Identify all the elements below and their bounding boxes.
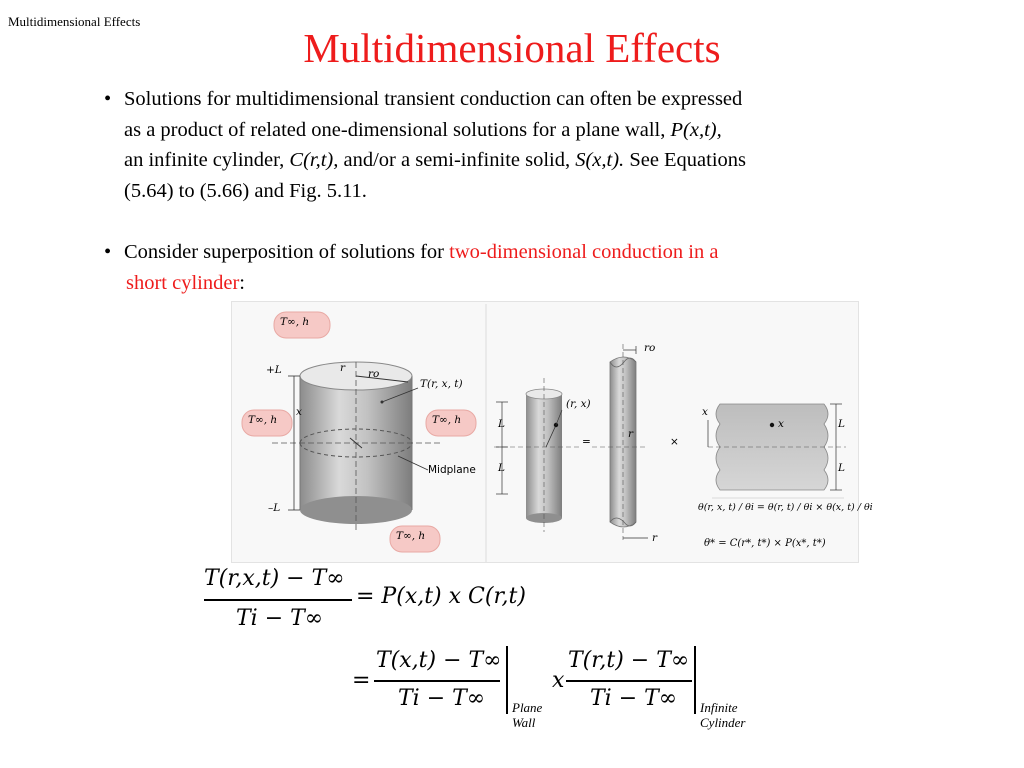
- r-label: r: [340, 362, 346, 374]
- L-label-2: L: [498, 462, 505, 474]
- eq1-rhs: = P(x,t) x C(r,t): [356, 584, 526, 609]
- theta-star-equation: θ* = C(r*, t*) × P(x*, t*): [704, 538, 826, 549]
- eq1-fraction-bar: [204, 599, 352, 601]
- corner-title: Multidimensional Effects: [8, 14, 141, 29]
- rx-label: (r, x): [566, 398, 591, 410]
- midplane-label: Midplane: [428, 464, 476, 476]
- bullet-marker: •: [104, 88, 112, 110]
- bubble-label-top: T∞, h: [280, 316, 310, 328]
- short-cylinder: [272, 362, 442, 532]
- ro-label-2: ro: [644, 342, 656, 354]
- theta-ratio-equation: θ(r, x, t) / θi = θ(r, t) / θi × θ(x, t) / θi: [698, 502, 873, 513]
- eq1-numerator: T(r,x,t) − T∞: [204, 566, 345, 591]
- x-label-3: x: [778, 418, 784, 430]
- infinite-cylinder-label: Infinite Cylinder: [700, 700, 746, 730]
- ro-label: ro: [368, 368, 380, 380]
- bullet-2: [104, 237, 718, 298]
- L-label-4: L: [838, 462, 845, 474]
- bubble-label-right: T∞, h: [432, 414, 462, 426]
- plane-wall-label: Plane Wall: [512, 700, 543, 730]
- equals-sign: =: [582, 436, 591, 448]
- bullet-marker: •: [104, 241, 112, 263]
- figure-drawing: [232, 302, 860, 564]
- x-label: x: [296, 406, 302, 418]
- bullet-1-line-4: (5.64) to (5.66) and Fig. 5.11.: [124, 179, 367, 202]
- slide-title: Multidimensional Effects: [303, 25, 721, 71]
- infinite-cylinder: [592, 344, 648, 540]
- eq2-eval-bar-1: [506, 646, 508, 714]
- bullet-2-line-2: short cylinder:: [126, 271, 245, 294]
- eq2-equals: =: [352, 668, 371, 693]
- temperature-label: T(r, x, t): [420, 378, 463, 390]
- eq2-denominator-1: Ti − T∞: [398, 686, 486, 711]
- eq2-fraction-bar-1: [374, 680, 500, 682]
- eq2-numerator-2: T(r,t) − T∞: [568, 648, 690, 673]
- eq2-eval-bar-2: [694, 646, 696, 714]
- bullet-2-line-1: Consider superposition of solutions for two-dimensional conduction in a: [124, 241, 719, 263]
- bullet-1: [104, 84, 746, 206]
- eq2-numerator-1: T(x,t) − T∞: [376, 648, 502, 673]
- L-label-1: L: [498, 418, 505, 430]
- bubble-label-left: T∞, h: [248, 414, 278, 426]
- times-sign: ×: [670, 436, 679, 448]
- eq1-denominator: Ti − T∞: [236, 606, 324, 631]
- plane-wall-slab: [708, 404, 846, 498]
- r-label-3: r: [652, 532, 658, 544]
- bullet-1-line-3: an infinite cylinder, C(r,t), and/or a semi-infinite solid, S(x,t). See Equations: [124, 149, 747, 171]
- eq2-fraction-bar-2: [566, 680, 692, 682]
- bullet-1-line-2: as a product of related one-dimensional solutions for a plane wall, P(x,t),: [124, 118, 722, 141]
- bullet-1-line-1: Solutions for multidimensional transient conduction can often be expressed: [124, 88, 743, 110]
- plus-L-label: +L: [266, 364, 282, 376]
- x-label-2: x: [702, 406, 708, 418]
- r-label-2: r: [628, 428, 634, 440]
- minus-L-label: –L: [268, 502, 281, 514]
- L-label-3: L: [838, 418, 845, 430]
- bubble-label-bottom: T∞, h: [396, 530, 426, 542]
- short-cylinder-figure: [231, 301, 873, 563]
- eq2-denominator-2: Ti − T∞: [590, 686, 678, 711]
- eq2-times: x: [552, 668, 565, 693]
